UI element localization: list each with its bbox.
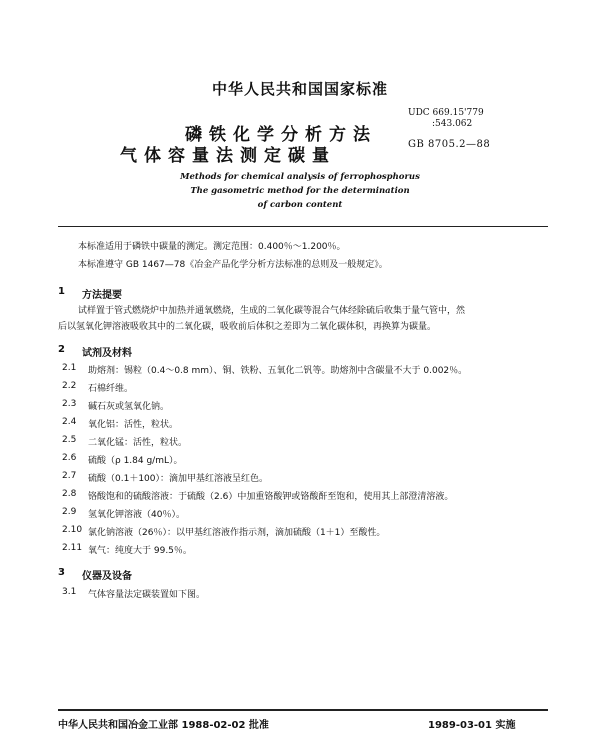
item-text: 氧化铝：活性，粒状。 xyxy=(88,420,179,430)
item-number: 2.4 xyxy=(62,417,77,427)
item-number: 2.1 xyxy=(62,363,77,373)
item-number: 2.3 xyxy=(62,399,77,409)
item-number: 3.1 xyxy=(62,587,77,597)
section-1-body-line-1: 试样置于管式燃烧炉中加热并通氧燃烧，生成的二氧化碳等混合气体经除硫后收集于量气管中，然 xyxy=(78,306,466,316)
item-text: 硫酸（0.1＋100）：滴加甲基红溶液呈红色。 xyxy=(88,474,268,484)
item-number: 2.7 xyxy=(62,471,77,481)
item-number: 2.8 xyxy=(62,489,77,499)
item-text: 碱石灰或氢氧化钠。 xyxy=(88,402,170,412)
section-1-title: 方法提要 xyxy=(82,290,122,301)
title-line-2: 气体容量法测定碳量 xyxy=(120,146,336,166)
udc-code-line-1: UDC 669.15'779 xyxy=(408,108,484,118)
national-standard-heading: 中华人民共和国国家标准 xyxy=(211,80,388,98)
section-3-number: 3 xyxy=(58,567,65,578)
item-number: 2.11 xyxy=(62,543,83,553)
item-number: 2.6 xyxy=(62,453,77,463)
section-1-body-line-2: 后以氢氧化钾溶液吸收其中的二氧化碳，吸收前后体积之差即为二氧化碳体积，再换算为碳量。 xyxy=(58,322,437,332)
item-text: 二氧化锰：活性，粒状。 xyxy=(88,438,188,448)
item-number: 2.9 xyxy=(62,507,77,517)
footer-divider xyxy=(58,709,548,711)
approval-line: 中华人民共和国冶金工业部 1988-02-02 批准 xyxy=(58,720,269,731)
intro-compliance-text: 本标准遵守 GB 1467—78《冶金产品化学分析方法标准的总则及一般规定》。 xyxy=(78,260,388,270)
section-2-title: 试剂及材料 xyxy=(82,348,132,359)
udc-code-line-2: :543.062 xyxy=(432,119,473,129)
item-text: 氧气：纯度大于 99.5％。 xyxy=(88,546,192,556)
implementation-date: 1989-03-01 实施 xyxy=(428,720,516,731)
header-divider xyxy=(58,226,548,227)
item-text: 铬酸饱和的硫酸溶液：于硫酸（2.6）中加重铬酸钾或铬酸酐至饱和，使用其上部澄清溶液。 xyxy=(88,492,454,502)
section-3-title: 仪器及设备 xyxy=(82,571,132,582)
section-1-number: 1 xyxy=(58,286,65,297)
item-text: 硫酸（ρ 1.84 g/mL）。 xyxy=(88,456,183,466)
english-title-line-3: of carbon content xyxy=(257,200,343,210)
item-text: 氢氧化钾溶液（40％）。 xyxy=(88,510,185,520)
intro-scope-text: 本标准适用于磷铁中碳量的测定。测定范围：0.400％～1.200％。 xyxy=(78,242,346,252)
item-text: 石棉纤维。 xyxy=(88,384,134,394)
title-line-1: 磷铁化学分析方法 xyxy=(185,125,377,145)
item-text: 氯化钠溶液（26％）：以甲基红溶液作指示剂，滴加硫酸（1＋1）至酸性。 xyxy=(88,528,386,538)
item-number: 2.5 xyxy=(62,435,77,445)
item-number: 2.10 xyxy=(62,525,83,535)
section-2-number: 2 xyxy=(58,344,65,355)
item-text: 气体容量法定碳装置如下图。 xyxy=(88,590,206,600)
item-number: 2.2 xyxy=(62,381,77,391)
item-text: 助熔剂：锡粒（0.4～0.8 mm）、铜、铁粉、五氧化二钒等。助熔剂中含碳量不大于 0.002％。 xyxy=(88,366,468,376)
english-title-line-2: The gasometric method for the determination xyxy=(190,186,410,196)
english-title-line-1: Methods for chemical analysis of ferrophosphorus xyxy=(180,172,420,182)
gb-standard-number: GB 8705.2—88 xyxy=(408,139,491,150)
